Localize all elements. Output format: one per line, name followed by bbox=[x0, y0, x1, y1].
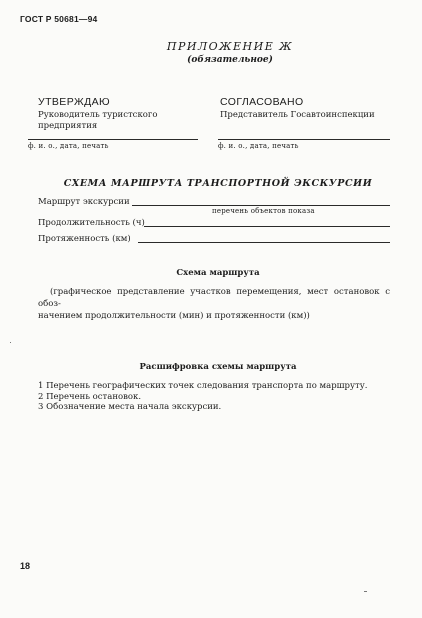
decoding-item-3: 3 Обозначение места начала экскурсии. bbox=[38, 402, 222, 412]
scan-speck bbox=[10, 342, 11, 343]
page-number: 18 bbox=[20, 561, 31, 571]
route-scheme-text-line1: (графическое представление участков перемещения, мест остановок с обоз- bbox=[38, 287, 390, 309]
agree-signature-line bbox=[218, 139, 390, 140]
agree-heading: СОГЛАСОВАНО bbox=[220, 96, 304, 108]
duration-label: Продолжительность (ч) bbox=[38, 218, 145, 228]
agree-role: Представитель Госавтоинспекции bbox=[220, 110, 375, 120]
approve-signature-caption: ф. и. о., дата, печать bbox=[28, 142, 109, 150]
route-line bbox=[132, 205, 390, 206]
approve-heading: УТВЕРЖДАЮ bbox=[38, 96, 110, 108]
decoding-item-1: 1 Перечень географических точек следования транспорта по маршруту. bbox=[38, 381, 368, 391]
length-line bbox=[138, 242, 390, 243]
standard-number: ГОСТ Р 50681—94 bbox=[20, 14, 98, 24]
agree-signature-caption: ф. и. о., дата, печать bbox=[218, 142, 299, 150]
route-caption: перечень объектов показа bbox=[212, 207, 315, 215]
appendix-title: ПРИЛОЖЕНИЕ Ж bbox=[166, 40, 294, 53]
scan-speck bbox=[364, 591, 367, 592]
scheme-title: СХЕМА МАРШРУТА ТРАНСПОРТНОЙ ЭКСКУРСИИ bbox=[63, 178, 373, 189]
decoding-list bbox=[38, 381, 367, 413]
route-scheme-text bbox=[38, 286, 390, 322]
route-scheme-heading: Схема маршрута bbox=[176, 268, 260, 278]
decoding-heading: Расшифровка схемы маршрута bbox=[139, 362, 297, 372]
route-scheme-text-line2: начением продолжительности (мин) и протяженности (км)) bbox=[38, 311, 310, 321]
route-label: Маршрут экскурсии bbox=[38, 197, 130, 207]
length-label: Протяженность (км) bbox=[38, 234, 131, 244]
decoding-item-2: 2 Перечень остановок. bbox=[38, 391, 142, 402]
approve-signature-line bbox=[28, 139, 198, 140]
approve-role-line1: Руководитель туристского bbox=[38, 110, 158, 120]
duration-line bbox=[144, 226, 390, 227]
appendix-subtitle: (обязательное) bbox=[187, 55, 273, 65]
approve-role-line2: предприятия bbox=[38, 121, 98, 131]
